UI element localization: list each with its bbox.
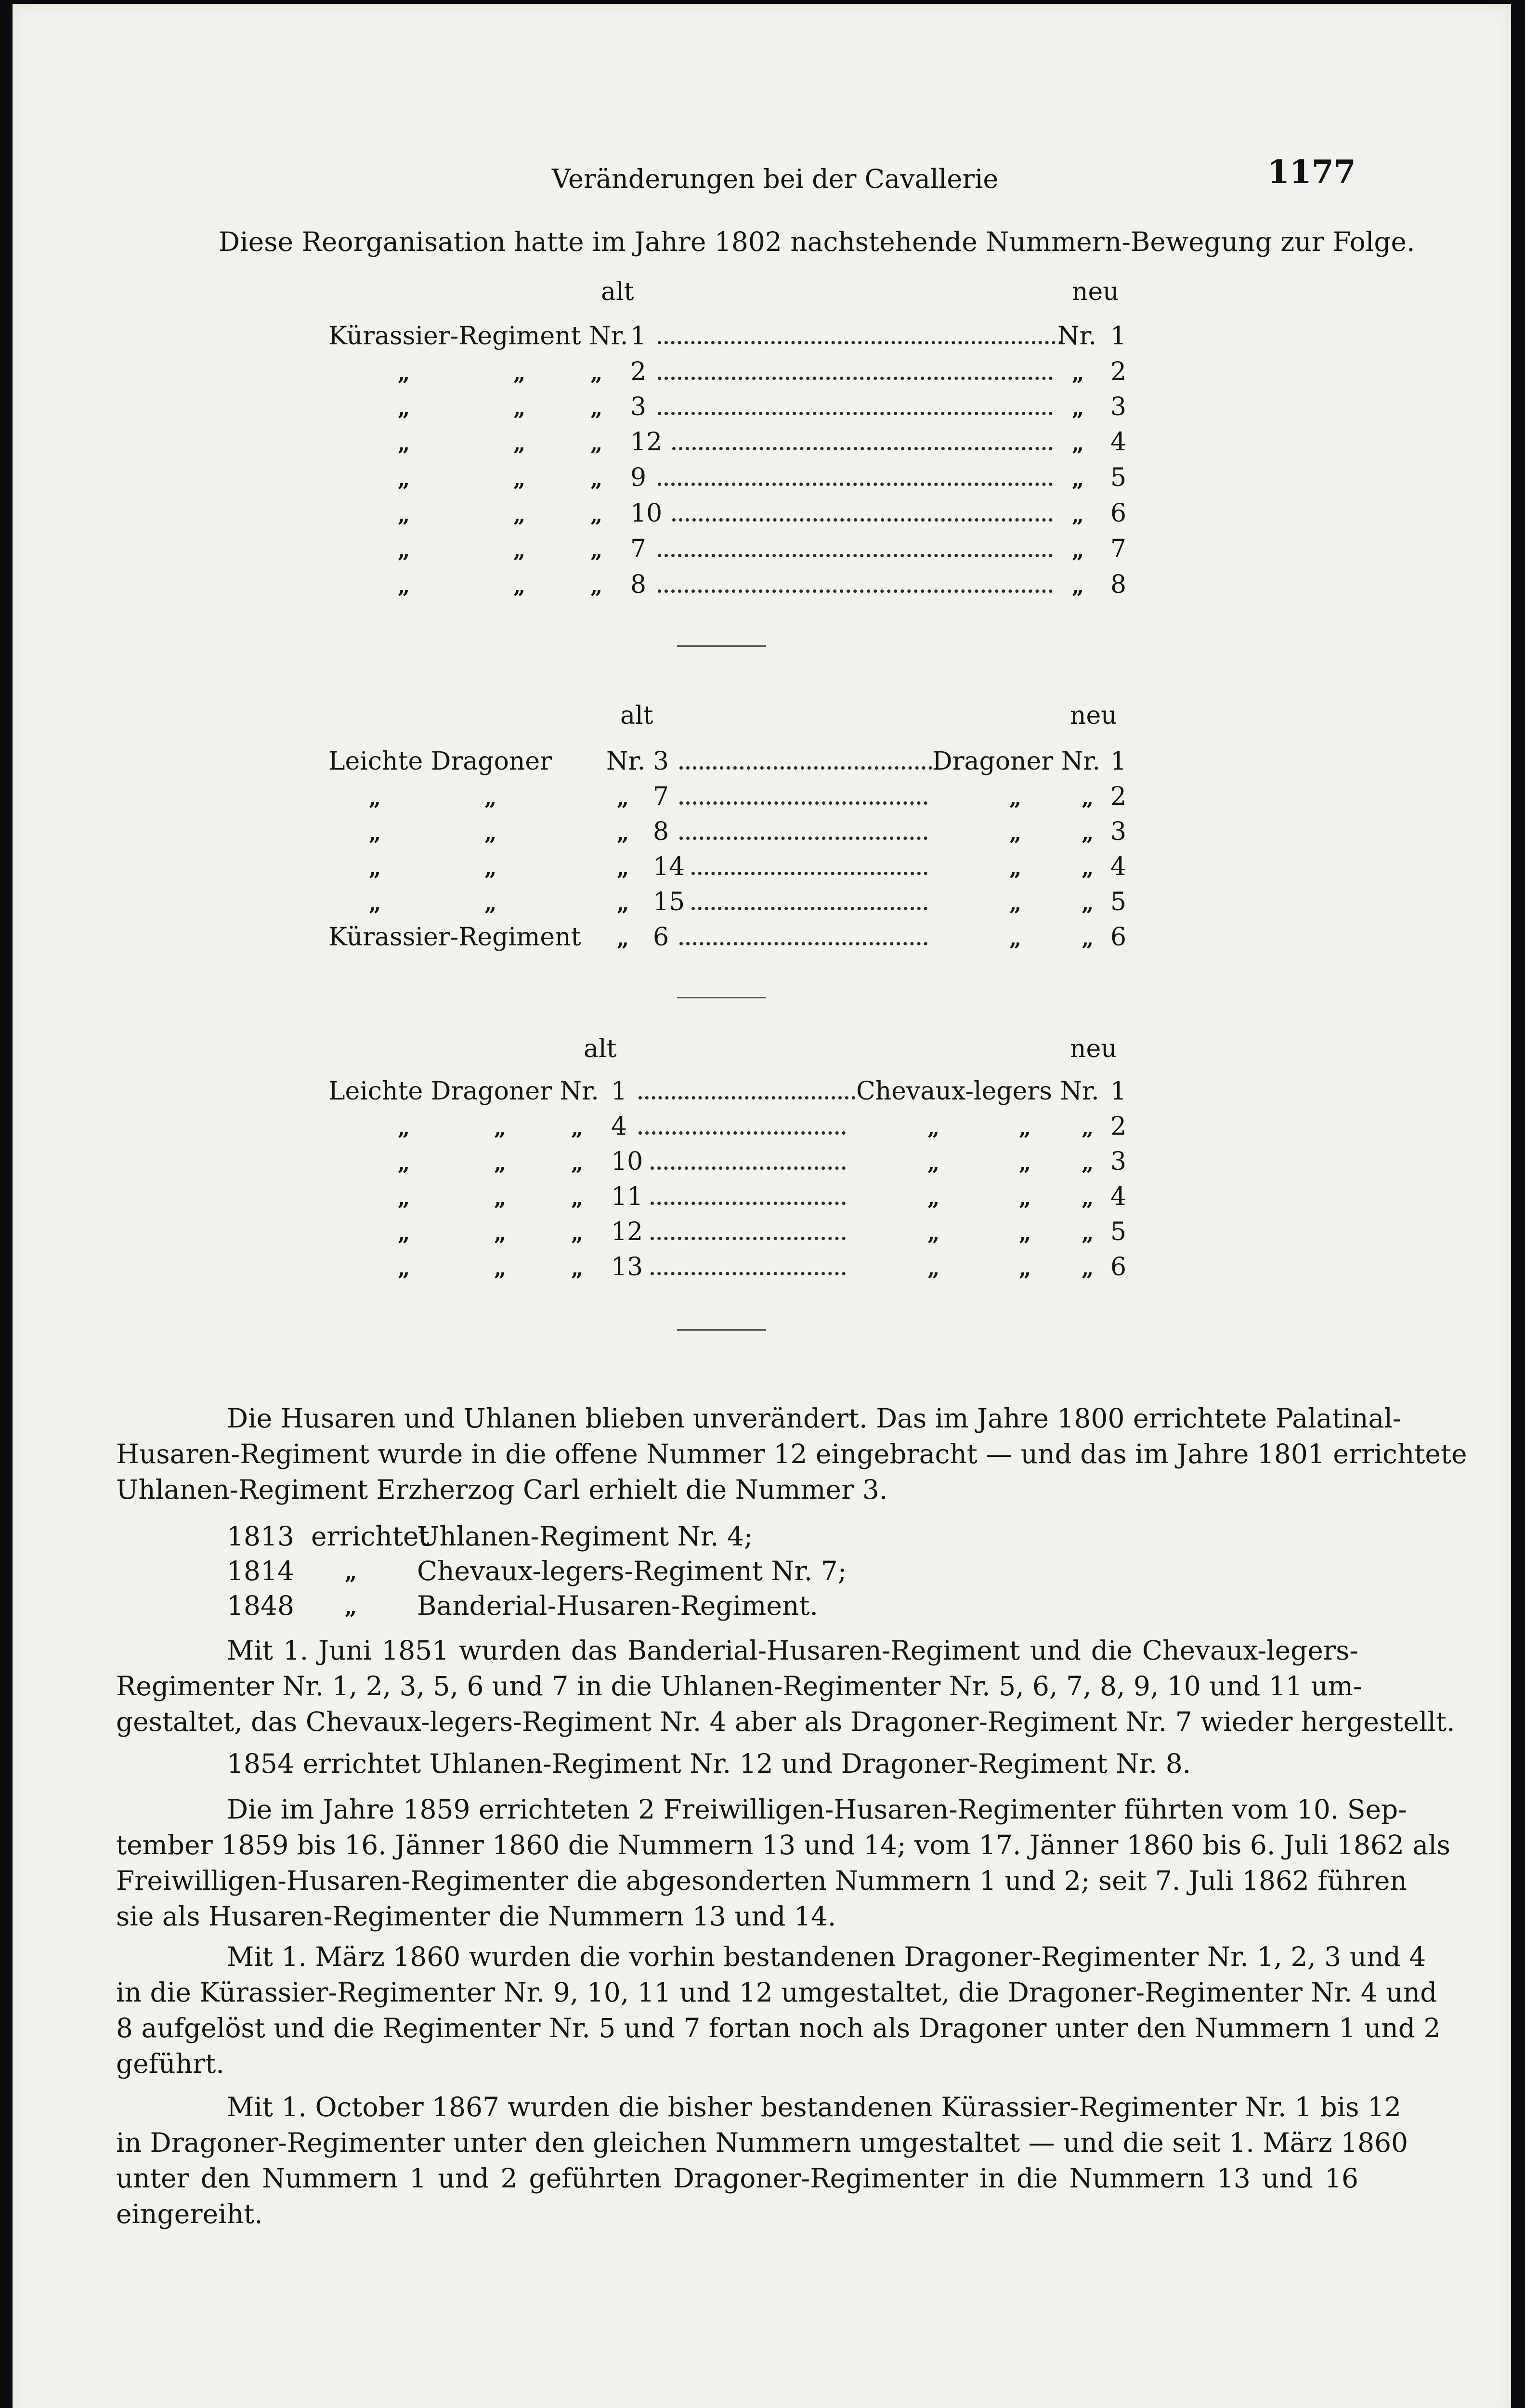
text-line: sie als Husaren-Regimenter die Nummern 13 und 14. — [116, 1901, 836, 1932]
paragraph-1859 — [116, 1792, 1451, 1934]
dot-leader — [658, 377, 1053, 380]
table3-old: 1 — [611, 1077, 627, 1106]
table1-old: 9 — [630, 463, 647, 492]
ditto-mark: „ — [1072, 574, 1084, 599]
ditto-mark: „ — [617, 891, 629, 916]
ditto-mark: „ — [369, 856, 381, 881]
ditto-mark: „ — [1072, 432, 1084, 456]
ditto-mark: „ — [1009, 786, 1022, 811]
text-line: in die Kürassier-Regimenter Nr. 9, 10, 11 und 12 umgestaltet, die Dragoner-Regimenter Nr. 4 und — [116, 1977, 1437, 2008]
ditto-mark: „ — [484, 821, 497, 846]
table3-new: 3 — [1110, 1147, 1127, 1176]
table3-old: 10 — [611, 1147, 643, 1176]
ditto-mark: „ — [1082, 821, 1094, 846]
table2-new: 1 — [1110, 747, 1127, 776]
dot-leader — [639, 1131, 846, 1135]
table3-col-neu: neu — [1070, 1034, 1117, 1063]
dot-leader — [672, 447, 1053, 450]
list-text: Uhlanen-Regiment Nr. 4; — [417, 1521, 753, 1552]
ditto-mark: „ — [1009, 856, 1022, 881]
running-header: Veränderungen bei der Cavallerie — [552, 164, 999, 194]
ditto-mark: „ — [927, 1116, 940, 1140]
table2-old: 8 — [653, 817, 669, 846]
ditto-mark: „ — [513, 361, 526, 386]
list-year: 1813 — [227, 1521, 294, 1552]
ditto-mark: „ — [590, 574, 603, 599]
table2-new: 4 — [1110, 852, 1127, 881]
table1-new: 2 — [1110, 357, 1127, 386]
ditto-mark: „ — [484, 891, 497, 916]
table1-old: 12 — [630, 428, 663, 457]
table2-nr: Nr. — [606, 747, 646, 776]
table1-new: 7 — [1110, 535, 1127, 563]
book-page — [13, 4, 1511, 2408]
ditto-mark: „ — [1009, 891, 1022, 916]
ditto-mark: „ — [927, 1151, 940, 1176]
table2-new: 6 — [1110, 923, 1127, 952]
ditto-mark: „ — [1019, 1221, 1031, 1246]
table1-old: 3 — [630, 393, 647, 421]
ditto-mark: „ — [369, 821, 381, 846]
paragraph-1854: 1854 errichtet Uhlanen-Regiment Nr. 12 und Dragoner-Regiment Nr. 8. — [227, 1748, 1191, 1779]
ditto-mark: „ — [398, 574, 410, 599]
table2-row-label: Kürassier-Regiment — [328, 923, 581, 952]
table2-old: 3 — [653, 747, 669, 776]
ditto-mark: „ — [617, 927, 629, 951]
ditto-mark: „ — [1082, 856, 1094, 881]
list-year: 1814 — [227, 1556, 294, 1586]
ditto-mark: „ — [1019, 1256, 1031, 1281]
ditto-mark: „ — [484, 856, 497, 881]
dot-leader — [691, 872, 927, 875]
paragraph-1851 — [116, 1633, 1455, 1740]
text-line: eingereiht. — [116, 2199, 263, 2229]
ditto-mark: „ — [484, 786, 497, 811]
table2-col-neu: neu — [1070, 701, 1117, 730]
table1-col-alt: alt — [601, 277, 634, 306]
list-text: Chevaux-legers-Regiment Nr. 7; — [417, 1556, 847, 1586]
table3-old: 4 — [611, 1112, 627, 1141]
text-line: gestaltet, das Chevaux-legers-Regiment Nr. 4 aber als Dragoner-Regiment Nr. 7 wieder hergestellt. — [116, 1706, 1455, 1737]
table1-new-prefix: Nr. — [1057, 322, 1097, 351]
dot-leader — [679, 837, 927, 840]
section-divider — [677, 997, 766, 998]
table2-new: 3 — [1110, 817, 1127, 846]
ditto-mark: „ — [1072, 538, 1084, 563]
dot-leader — [651, 1166, 846, 1170]
ditto-mark: „ — [398, 467, 410, 492]
section-divider — [677, 645, 766, 647]
dot-leader — [679, 766, 932, 770]
text-line: Mit 1. Juni 1851 wurden das Banderial-Husaren-Regiment und die Chevaux-legers- — [227, 1635, 1358, 1666]
table2-old: 7 — [653, 782, 669, 811]
text-line: Mit 1. März 1860 wurden die vorhin bestandenen Dragoner-Regimenter Nr. 1, 2, 3 und 4 — [227, 1941, 1426, 1972]
table2-new: 5 — [1110, 888, 1127, 916]
ditto-mark: „ — [513, 574, 526, 599]
dot-leader — [651, 1237, 846, 1240]
ditto-mark: „ — [927, 1186, 940, 1211]
table1-new: 1 — [1110, 322, 1127, 351]
table1-old: 2 — [630, 357, 647, 386]
table1-row-label: Kürassier-Regiment Nr. — [328, 322, 628, 351]
table1-old: 7 — [630, 535, 647, 563]
ditto-mark: „ — [398, 1221, 410, 1246]
paragraph-husaren-uhlanen — [116, 1400, 1467, 1507]
table1-new: 3 — [1110, 393, 1127, 421]
table2-old: 14 — [653, 852, 685, 881]
table3-old: 13 — [611, 1253, 643, 1282]
text-line: in Dragoner-Regimenter unter den gleichen Nummern umgestaltet — und die seit 1. März 1860 — [116, 2127, 1408, 2158]
ditto-mark: „ — [617, 856, 629, 881]
ditto-mark: „ — [1019, 1186, 1031, 1211]
ditto-mark: „ — [1019, 1116, 1031, 1140]
table3-col-alt: alt — [584, 1034, 617, 1063]
ditto-mark: „ — [1072, 396, 1084, 421]
ditto-mark: „ — [1082, 1151, 1094, 1176]
ditto-mark: „ — [398, 1151, 410, 1176]
text-line: Husaren-Regiment wurde in die offene Nummer 12 eingebracht — und das im Jahre 1801 errichtete — [116, 1439, 1467, 1469]
table1-new: 5 — [1110, 463, 1127, 492]
ditto-mark: „ — [398, 538, 410, 563]
ditto-mark: „ — [1009, 821, 1022, 846]
text-line: unter den Nummern 1 und 2 geführten Dragoner-Regimenter in die Nummern 13 und 16 — [116, 2163, 1358, 2194]
ditto-mark: „ — [1082, 1256, 1094, 1281]
ditto-mark: „ — [1082, 1116, 1094, 1140]
dot-leader — [651, 1272, 846, 1275]
table2-col-alt: alt — [620, 701, 653, 730]
table1-new: 6 — [1110, 499, 1127, 528]
ditto-mark: „ — [590, 467, 603, 492]
table2-old: 6 — [653, 923, 669, 952]
table3-new: 2 — [1110, 1112, 1127, 1141]
ditto-mark: „ — [369, 891, 381, 916]
table1-old: 10 — [630, 499, 663, 528]
dot-leader — [651, 1202, 846, 1205]
table1-old: 8 — [630, 570, 647, 599]
ditto-mark: „ — [571, 1256, 584, 1281]
dot-leader — [658, 589, 1053, 593]
table1-new: 8 — [1110, 570, 1127, 599]
list-text: Banderial-Husaren-Regiment. — [417, 1590, 818, 1621]
text-line: Uhlanen-Regiment Erzherzog Carl erhielt die Nummer 3. — [116, 1474, 888, 1505]
ditto-mark: „ — [513, 432, 526, 456]
ditto-mark: „ — [571, 1151, 584, 1176]
ditto-mark: „ — [398, 432, 410, 456]
ditto-mark: „ — [590, 432, 603, 456]
ditto-mark: „ — [1019, 1151, 1031, 1176]
table1-col-neu: neu — [1072, 277, 1119, 306]
table3-new: 1 — [1110, 1077, 1127, 1106]
page-number: 1177 — [1267, 153, 1356, 191]
dot-leader — [658, 554, 1053, 557]
dot-leader — [658, 412, 1053, 415]
ditto-mark: „ — [1072, 467, 1084, 492]
section-divider — [677, 1329, 766, 1331]
ditto-mark: „ — [513, 503, 526, 527]
text-line: Freiwilligen-Husaren-Regimenter die abgesonderten Nummern 1 und 2; seit 7. Juli 1862 führen — [116, 1865, 1407, 1896]
ditto-mark: „ — [1082, 786, 1094, 811]
list-verb: errichtet — [311, 1521, 430, 1552]
ditto-mark: „ — [494, 1151, 507, 1176]
text-line: Mit 1. October 1867 wurden die bisher bestandenen Kürassier-Regimenter Nr. 1 bis 12 — [227, 2092, 1401, 2122]
dot-leader — [658, 341, 1062, 344]
ditto-mark: „ — [590, 396, 603, 421]
table2-old: 15 — [653, 888, 685, 916]
ditto-mark: „ — [927, 1256, 940, 1281]
dot-leader — [691, 907, 927, 910]
ditto-mark: „ — [1082, 927, 1094, 951]
table3-row-label: Leichte Dragoner Nr. — [328, 1077, 599, 1106]
ditto-mark: „ — [1082, 891, 1094, 916]
table3-new: 5 — [1110, 1217, 1127, 1246]
ditto-mark: „ — [1082, 1186, 1094, 1211]
dot-leader — [679, 942, 927, 945]
table1-old: 1 — [630, 322, 647, 351]
ditto-mark: „ — [617, 821, 629, 846]
table2-new: 2 — [1110, 782, 1127, 811]
ditto-mark: „ — [513, 396, 526, 421]
table2-new-label: Dragoner Nr. — [932, 747, 1100, 776]
table3-old: 12 — [611, 1217, 643, 1246]
ditto-mark: „ — [398, 396, 410, 421]
table3-new: 4 — [1110, 1182, 1127, 1211]
table1-new: 4 — [1110, 428, 1127, 457]
table3-new: 6 — [1110, 1253, 1127, 1282]
ditto-mark: „ — [590, 361, 603, 386]
ditto-mark: „ — [590, 503, 603, 527]
ditto-mark: „ — [494, 1186, 507, 1211]
ditto-mark: „ — [398, 1186, 410, 1211]
ditto-mark: „ — [398, 1116, 410, 1140]
text-line: tember 1859 bis 16. Jänner 1860 die Nummern 13 und 14; vom 17. Jänner 1860 bis 6. Juli 1862 als — [116, 1830, 1451, 1860]
text-line: Die im Jahre 1859 errichteten 2 Freiwilligen-Husaren-Regimenter führten vom 10. Sep- — [227, 1794, 1407, 1825]
ditto-mark: „ — [345, 1595, 357, 1620]
ditto-mark: „ — [571, 1186, 584, 1211]
list-year: 1848 — [227, 1590, 294, 1621]
table3-new-label: Chevaux-legers Nr. — [856, 1077, 1099, 1106]
text-line: Die Husaren und Uhlanen blieben unverändert. Das im Jahre 1800 errichtete Palatinal- — [227, 1403, 1402, 1434]
ditto-mark: „ — [345, 1560, 357, 1585]
ditto-mark: „ — [494, 1221, 507, 1246]
dot-leader — [679, 801, 927, 805]
ditto-mark: „ — [1072, 361, 1084, 386]
table2-row-label: Leichte Dragoner — [328, 747, 552, 776]
paragraph-1860 — [116, 1939, 1441, 2081]
ditto-mark: „ — [398, 1256, 410, 1281]
text-line: Regimenter Nr. 1, 2, 3, 5, 6 und 7 in die Uhlanen-Regimenter Nr. 5, 6, 7, 8, 9, 10 und 11 um- — [116, 1671, 1362, 1701]
text-line: geführt. — [116, 2048, 224, 2079]
ditto-mark: „ — [494, 1256, 507, 1281]
ditto-mark: „ — [513, 538, 526, 563]
dot-leader — [658, 483, 1053, 486]
ditto-mark: „ — [494, 1116, 507, 1140]
paragraph-1867 — [116, 2089, 1408, 2232]
ditto-mark: „ — [571, 1221, 584, 1246]
ditto-mark: „ — [398, 503, 410, 527]
intro-sentence: Diese Reorganisation hatte im Jahre 1802 nachstehende Nummern-Bewegung zur Folge. — [219, 226, 1415, 257]
ditto-mark: „ — [513, 467, 526, 492]
dot-leader — [672, 518, 1053, 522]
ditto-mark: „ — [617, 786, 629, 811]
ditto-mark: „ — [369, 786, 381, 811]
ditto-mark: „ — [1082, 1221, 1094, 1246]
ditto-mark: „ — [571, 1116, 584, 1140]
ditto-mark: „ — [927, 1221, 940, 1246]
ditto-mark: „ — [398, 361, 410, 386]
ditto-mark: „ — [1009, 927, 1022, 951]
dot-leader — [639, 1096, 855, 1099]
ditto-mark: „ — [590, 538, 603, 563]
table3-old: 11 — [611, 1182, 643, 1211]
text-line: 8 aufgelöst und die Regimenter Nr. 5 und 7 fortan noch als Dragoner unter den Nummern 1 und 2 — [116, 2013, 1441, 2043]
ditto-mark: „ — [1072, 503, 1084, 527]
